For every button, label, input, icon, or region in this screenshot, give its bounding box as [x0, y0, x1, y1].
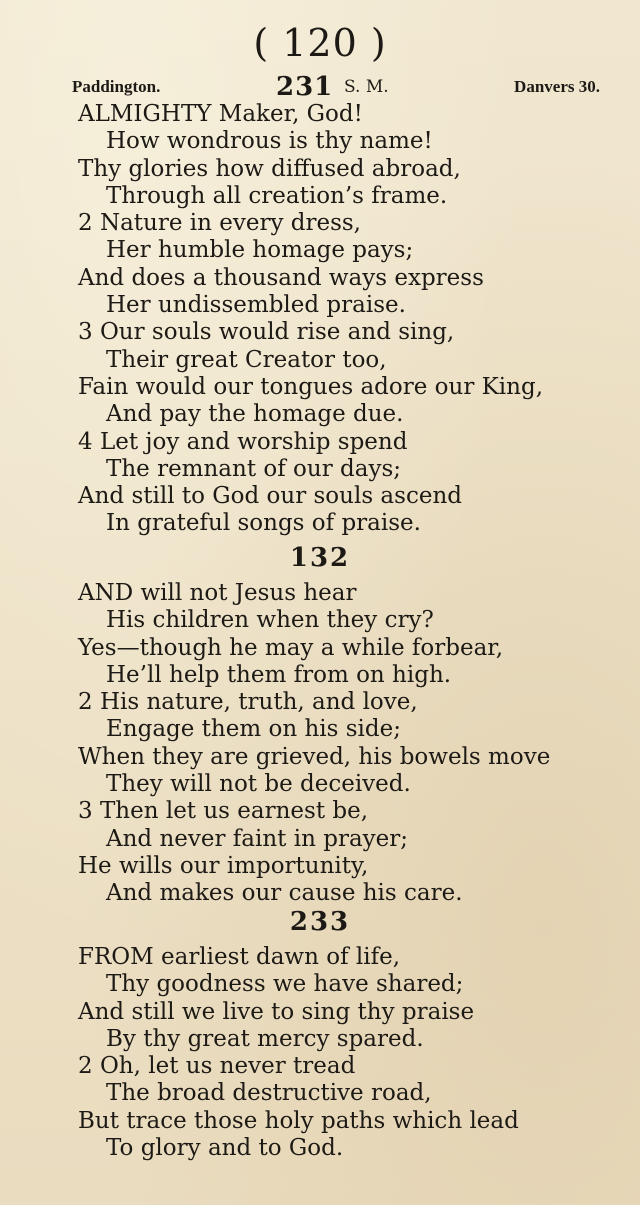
- hymn-line: When they are grieved, his bowels move: [78, 743, 551, 770]
- hymn-line: And still we live to sing thy praise: [78, 998, 475, 1025]
- hymn-line: And makes our cause his care.: [106, 880, 463, 907]
- hymn-233: [0, 906, 640, 1162]
- hymn-231: [0, 101, 640, 538]
- hymn-line: ALMIGHTY Maker, God!: [78, 101, 363, 127]
- hymn-line: By thy great mercy spared.: [106, 1025, 424, 1052]
- page-number: ( 120 ): [253, 21, 387, 65]
- hymn-line: AND will not Jesus hear: [78, 580, 357, 606]
- hymn-line: Engage them on his side;: [106, 716, 401, 743]
- hymn-line: And still to God our souls ascend: [78, 483, 462, 510]
- hymn-line: He’ll help them from on high.: [106, 661, 452, 688]
- hymn-number-header: 231: [276, 72, 334, 102]
- hymn-132: [0, 542, 640, 908]
- hymn-line: Her undissembled praise.: [106, 292, 406, 319]
- hymn-number: 132: [289, 543, 351, 573]
- hymn-line: FROM earliest dawn of life,: [78, 944, 401, 970]
- hymn-header: [72, 73, 600, 103]
- hymn-line: He wills our importunity,: [78, 852, 369, 879]
- hymn-line: Thy goodness we have shared;: [106, 971, 464, 998]
- hymn-line: 2 Nature in every dress,: [78, 210, 361, 237]
- hymn-line: 2 Oh, let us never tread: [78, 1053, 356, 1080]
- hymn-line: Thy glories how diffused abroad,: [78, 155, 461, 182]
- hymn-line: 2 His nature, truth, and love,: [78, 689, 418, 716]
- hymn-line: They will not be deceived.: [106, 771, 411, 798]
- hymn-line: And does a thousand ways express: [78, 264, 484, 291]
- hymn-line: And pay the homage due.: [106, 401, 404, 428]
- hymn-line: But trace those holy paths which lead: [78, 1107, 519, 1134]
- hymn-line: Her humble homage pays;: [106, 237, 414, 264]
- hymn-line: The remnant of our days;: [106, 455, 402, 482]
- hymn-line: 4 Let joy and worship spend: [78, 428, 408, 455]
- hymn-line: 3 Then let us earnest be,: [78, 798, 369, 825]
- tune-name-right: Danvers 30.: [514, 77, 600, 96]
- hymn-line: To glory and to God.: [106, 1135, 344, 1162]
- hymn-line: The broad destructive road,: [106, 1080, 432, 1107]
- hymn-line: Fain would our tongues adore our King,: [78, 373, 544, 400]
- hymn-line: And never faint in prayer;: [106, 825, 408, 852]
- hymn-line: Yes—though he may a while forbear,: [78, 634, 504, 661]
- hymn-line: Through all creation’s frame.: [106, 182, 448, 209]
- meter-label: S. M.: [344, 77, 389, 97]
- hymn-number: 233: [289, 907, 351, 937]
- tune-name-left: Paddington.: [72, 77, 161, 96]
- hymn-line: 3 Our souls would rise and sing,: [78, 319, 455, 346]
- hymn-line: In grateful songs of praise.: [106, 510, 421, 537]
- hymn-line: Their great Creator too,: [106, 346, 387, 373]
- hymn-line: How wondrous is thy name!: [106, 128, 433, 155]
- hymn-line: His children when they cry?: [106, 607, 434, 634]
